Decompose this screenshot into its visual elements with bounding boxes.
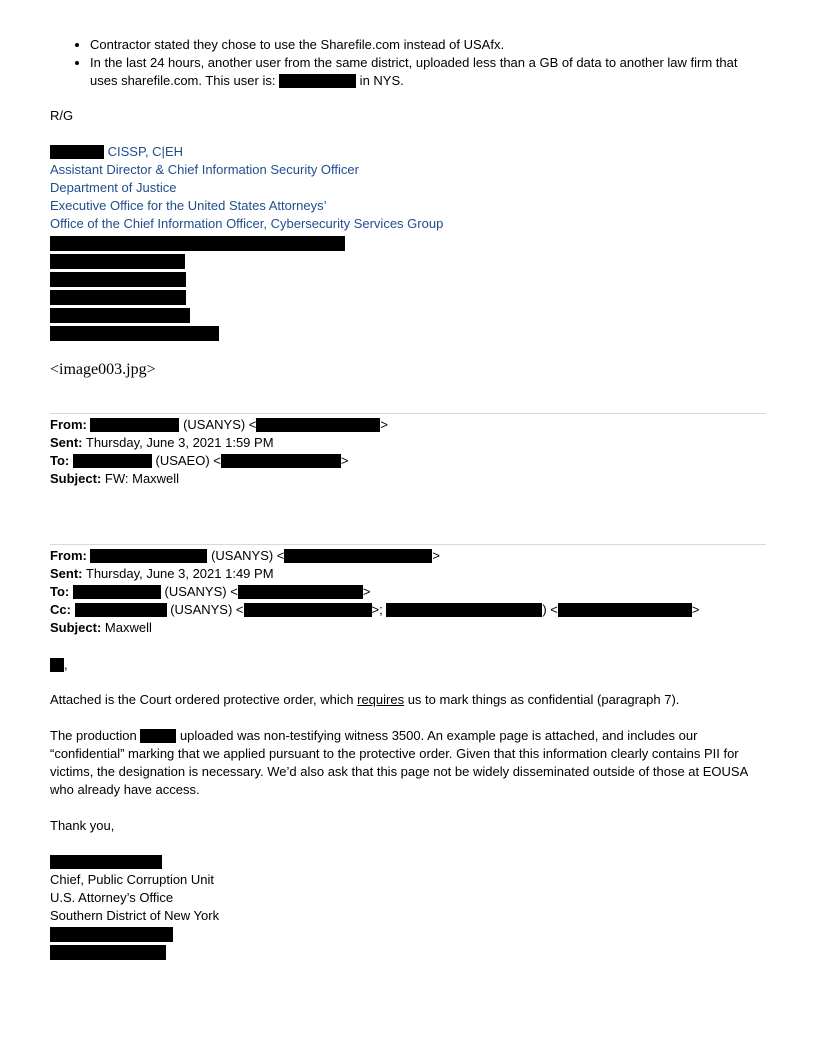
signature2-district: Southern District of New York bbox=[50, 908, 220, 923]
redaction-block bbox=[90, 418, 179, 432]
redaction-block bbox=[50, 927, 173, 942]
redaction-block bbox=[50, 308, 190, 323]
bullet-list bbox=[50, 36, 766, 90]
header-divider bbox=[50, 544, 766, 545]
image-placeholder: <image003.jpg> bbox=[50, 361, 156, 378]
redaction-block bbox=[279, 74, 356, 88]
redaction-block bbox=[386, 603, 542, 617]
redaction-block bbox=[244, 603, 372, 617]
greeting: , bbox=[50, 656, 68, 674]
body-paragraph-2: The production uploaded was non-testifying witness 3500. An example page is attached, and includes our “confidential” marking that we applied pursuant to the protective order. Given that this information clearly contains PII for victims, the designation is necessary. We’d also ask that this page not be widely disseminated outside of those at EOUSA who already have access. bbox=[50, 728, 748, 797]
thanks-text: Thank you, bbox=[50, 818, 115, 833]
redaction-block bbox=[50, 145, 104, 159]
signature-title: Assistant Director & Chief Information Security Officer bbox=[50, 162, 359, 177]
closing-text: R/G bbox=[50, 108, 74, 123]
redaction-block bbox=[73, 454, 152, 468]
signature-name-line: CISSP, C|EH bbox=[50, 143, 183, 161]
redaction-block bbox=[73, 585, 161, 599]
email2-subject: Subject: Maxwell bbox=[50, 620, 152, 635]
email2-cc: Cc: (USANYS) < >; ) < > bbox=[50, 602, 700, 617]
redaction-block bbox=[50, 254, 185, 269]
redaction-block bbox=[238, 585, 363, 599]
signature-office: Executive Office for the United States Attorneys’ bbox=[50, 198, 327, 213]
redaction-block bbox=[50, 855, 162, 869]
email2-sent: Sent: Thursday, June 3, 2021 1:49 PM bbox=[50, 566, 274, 581]
signature-group: Office of the Chief Information Officer, Cybersecurity Services Group bbox=[50, 216, 444, 231]
redaction-block bbox=[50, 945, 166, 960]
redaction-block bbox=[256, 418, 380, 432]
redaction-block bbox=[558, 603, 692, 617]
email1-sent: Sent: Thursday, June 3, 2021 1:59 PM bbox=[50, 435, 274, 450]
signature2-office: U.S. Attorney’s Office bbox=[50, 890, 174, 905]
redaction-block bbox=[50, 658, 64, 672]
redaction-block bbox=[50, 290, 186, 305]
body-paragraph-1: Attached is the Court ordered protective order, which requires us to mark things as confidential (paragraph 7). bbox=[50, 692, 680, 707]
bullet-item: • Contractor stated they chose to use the Sharefile.com instead of USAfx. bbox=[90, 36, 766, 54]
signature-department: Department of Justice bbox=[50, 180, 177, 195]
redaction-block bbox=[75, 603, 167, 617]
redaction-block bbox=[221, 454, 341, 468]
email2-to: To: (USANYS) < > bbox=[50, 584, 371, 599]
redaction-block bbox=[50, 236, 345, 251]
email1-to: To: (USAEO) < > bbox=[50, 453, 349, 468]
email1-from: From: (USANYS) < > bbox=[50, 417, 388, 432]
redaction-block bbox=[50, 272, 186, 287]
email2-from: From: (USANYS) < > bbox=[50, 548, 440, 563]
bullet-item: • In the last 24 hours, another user from the same district, uploaded less than a GB of data to another law firm that uses sharefile.com. This user is: in NYS. bbox=[90, 54, 766, 90]
header-divider bbox=[50, 413, 766, 414]
signature2-title: Chief, Public Corruption Unit bbox=[50, 872, 215, 887]
redaction-block bbox=[50, 326, 219, 341]
redaction-block bbox=[90, 549, 207, 563]
email1-subject: Subject: FW: Maxwell bbox=[50, 471, 180, 486]
redaction-block bbox=[140, 729, 176, 743]
redaction-block bbox=[284, 549, 432, 563]
